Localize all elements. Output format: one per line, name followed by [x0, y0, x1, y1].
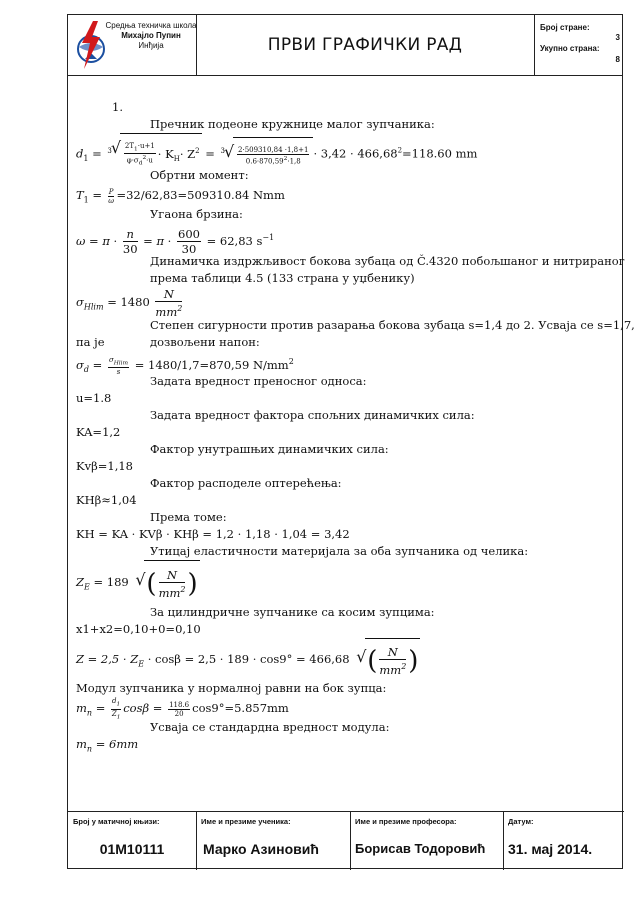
date-value: 31. мај 2014. [508, 841, 593, 857]
document-title: ПРВИ ГРАФИЧКИ РАД [267, 35, 463, 55]
school-logo-block [71, 19, 195, 75]
student-label: Име и презиме ученика: [201, 817, 291, 826]
page-frame [67, 14, 635, 869]
torque-title: Обртни момент: [150, 168, 249, 182]
school-line-1: Средња техничка школа [105, 21, 197, 30]
professor-label: Име и презиме професора: [355, 817, 457, 826]
school-line-2: Михајло Пупин [121, 31, 181, 40]
total-pages-label: Укупно страна: [540, 44, 600, 53]
school-line-3: Инђија [138, 41, 164, 50]
cylindrical-title: За цилиндричне зупчанике са косим зупцима: [150, 605, 435, 619]
x-sum-value: x1+x2=0,10+0=0,10 [76, 622, 201, 636]
ratio-title: Задата вредност преносног односа: [150, 374, 367, 388]
page-number-label: Број стране: [540, 23, 590, 32]
angular-velocity-title: Угаона брзина: [150, 207, 243, 221]
elasticity-title: Утицај еластичности материјала за оба зупчаника од челика: [150, 544, 529, 558]
footer-table [68, 811, 624, 870]
page-number-value: 3 [615, 33, 620, 42]
date-label: Датум: [508, 817, 534, 826]
calculation-content [76, 99, 635, 754]
safety-line-1: Степен сигурности против разарања бокова зубаца s=1,4 до 2. Усваја се s=1,7, [150, 318, 635, 332]
kh-value: KHβ≈1,04 [76, 493, 137, 507]
t1-formula: $T_1$ = $\frac{P}{\omega}$ =32/62,83=509310.84 Nmm [76, 187, 285, 205]
sigma-d-formula: $\sigma_d$ = $\frac{\sigma_{Hlim}}{s}$ = 1480/1,7=870,59 $N/mm^2$ [76, 355, 294, 377]
registry-label: Број у матичној књизи: [73, 817, 160, 826]
registry-value: 01M10111 [99, 841, 165, 857]
standard-module-title: Усваја се стандардна вредност модула: [150, 720, 390, 734]
sigma-hlim-formula: $\sigma_{Hlim} = 1480$ $\frac{N}{mm^2}$ [76, 287, 183, 319]
endurance-line-1: Динамичка издржљивост бокова зубаца од Č.4320 побољшаног и нитрираног [150, 254, 625, 268]
total-pages-value: 8 [615, 55, 620, 64]
ka-title: Задата вредност фактора спољних динамичких сила: [150, 408, 475, 422]
ratio-value: u=1.8 [76, 391, 112, 405]
footer-professor-cell [350, 811, 503, 870]
footer-registry-cell [68, 811, 196, 870]
kh-formula: KH = KA · KVβ · KHβ = 1,2 · 1,18 · 1,04 = 3,42 [76, 527, 350, 541]
mn-final: $m_n = 6mm$ [76, 737, 139, 754]
d1-formula: $d_1 = ^3$ √ $\frac{2T_1\cdot u+1}{\varphi\cdot\sigma_d^2\cdot u}$ · $K_H\cdot Z^2 = ^3$ √ $\frac{2\cdot 509310,84 \cdot 1,8+1}{0.6\cdot 870,59^2\cdot 1,8}$ · $3,42 \cdot 466,68^2=118.60$ mm [76, 133, 621, 167]
d1-root: √ $\frac{2T_1\cdot u+1}{\varphi\cdot\sigma_d^2\cdot u}$ · $K_H\cdot Z^2$ [120, 133, 202, 176]
thus-label: Према томе: [150, 510, 227, 524]
section-number: 1. [112, 100, 123, 114]
kv-title: Фактор унутрашњих динамичких сила: [150, 442, 389, 456]
kh-title: Фактор расподеле оптерећења: [150, 476, 342, 490]
professor-value: Борисав Тодоровић [355, 841, 486, 856]
pitch-diameter-title: Пречник подеоне кружнице малог зупчаника: [150, 117, 435, 131]
endurance-line-2: према таблици 4.5 (133 страна у уџбенику) [150, 271, 415, 285]
school-name [105, 21, 197, 51]
ze-formula: $Z_E = 189$ √ ( $\frac{N}{mm^2}$ ) [76, 560, 621, 604]
module-title: Модул зупчаника у нормалној равни на бок зупца: [76, 681, 387, 695]
footer-date-cell [503, 811, 624, 870]
safety-line-2: па је дозвољени напон: [76, 335, 260, 349]
omega-formula: ω = π · $\frac{n}{30}$ = π · $\frac{600}{30}$ = 62,83 $s^{-1}$ [76, 227, 275, 257]
z-formula: $Z = 2,5 \cdot Z_E \cdot \cos\beta = 2,5 \cdot 189 \cdot \cos 9^\circ = 466,68$ √ ( $\frac{N}{mm^2}$ ) [76, 638, 621, 680]
footer-student-cell [196, 811, 350, 870]
header-divider [68, 75, 622, 76]
mn-formula: $m_n$ = $\frac{d_1}{Z_1}$ cosβ = $\frac{118.6}{20}$ cos9°=5.857mm [76, 697, 289, 720]
d1-numeric-root: √ $\frac{2\cdot 509310,84 \cdot 1,8+1}{0.6\cdot 870,59^2\cdot 1,8}$ [233, 137, 313, 172]
kv-value: Kvβ=1,18 [76, 459, 133, 473]
student-value: Марко Азиновић [203, 841, 319, 857]
page-info [534, 15, 624, 75]
ka-value: KA=1,2 [76, 425, 121, 439]
